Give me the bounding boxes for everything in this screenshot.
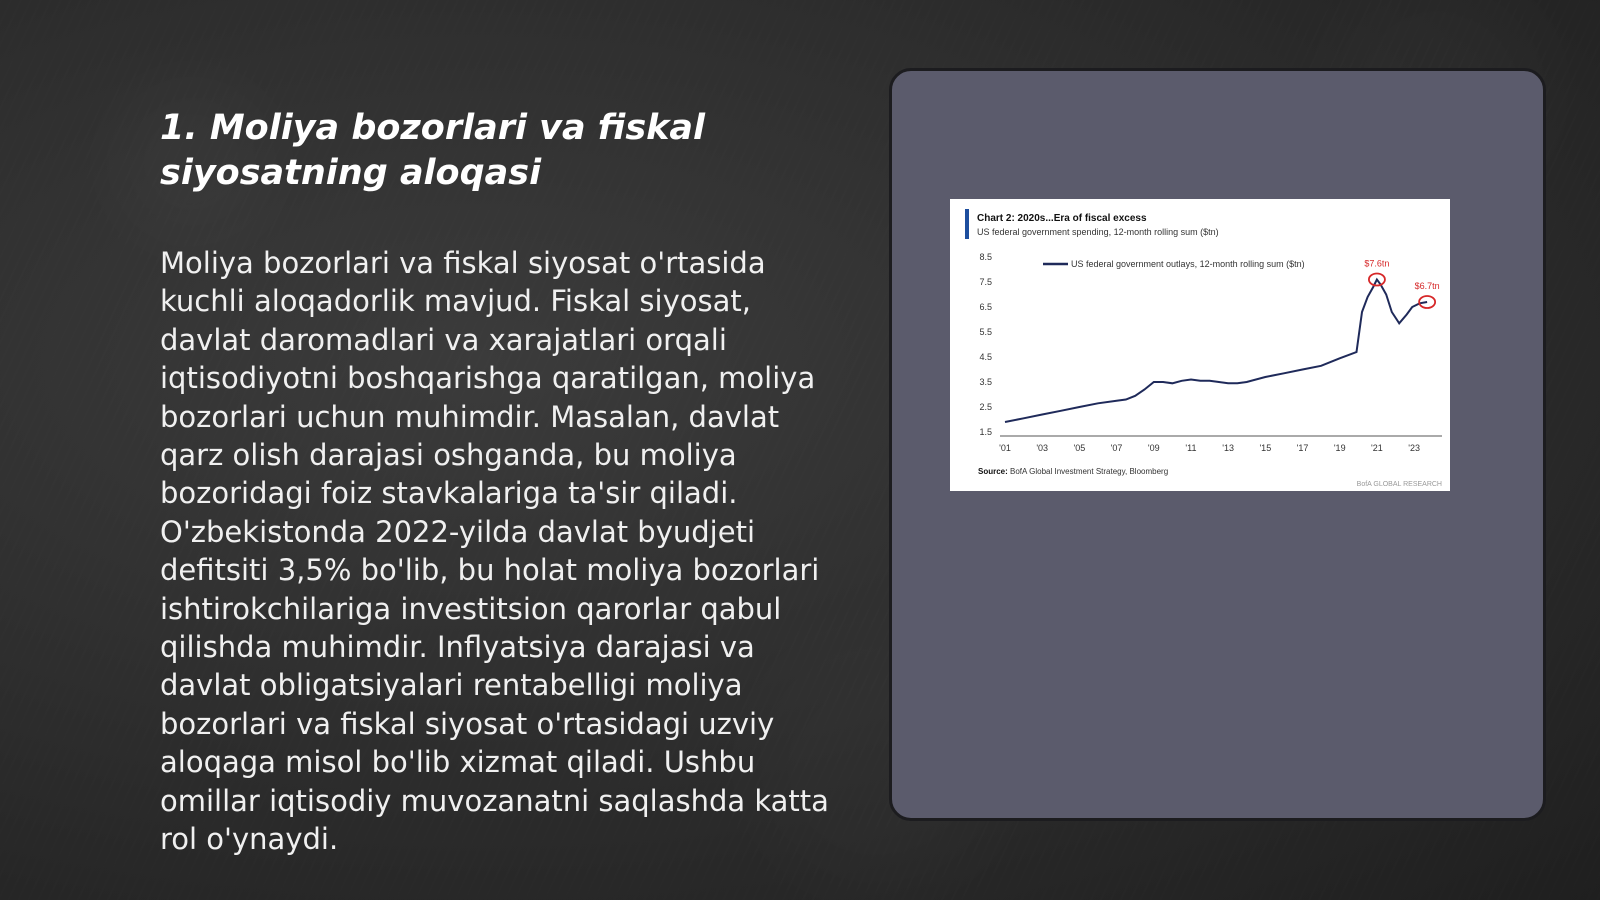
x-tick-label: '19 bbox=[1333, 443, 1346, 453]
x-tick-label: '11 bbox=[1185, 443, 1197, 453]
x-tick-label: '17 bbox=[1296, 443, 1309, 453]
x-tick-label: '03 bbox=[1036, 443, 1049, 453]
source-label: Source: bbox=[978, 467, 1008, 476]
chart-accent-bar bbox=[965, 209, 969, 239]
x-tick-labels bbox=[999, 443, 1420, 453]
chart-title: Chart 2: 2020s...Era of fiscal excess bbox=[977, 213, 1147, 224]
slide-title: 1. Moliya bozorlari va fiskal siyosatning aloqasi bbox=[160, 108, 706, 193]
y-tick-label: 5.5 bbox=[979, 327, 992, 337]
x-tick-label: '13 bbox=[1222, 443, 1235, 453]
annotation-label: $6.7tn bbox=[1414, 281, 1440, 291]
x-tick-label: '21 bbox=[1371, 443, 1383, 453]
x-tick-label: '15 bbox=[1259, 443, 1272, 453]
annotation-label: $7.6tn bbox=[1364, 258, 1390, 269]
chart-svg bbox=[950, 199, 1450, 491]
slide-body-text: Moliya bozorlari va fiskal siyosat o'rtasida kuchli aloqadorlik mavjud. Fiskal siyosat, davlat daromadlari va xarajatlari orqali iqtisodiyotni boshqarishga qaratilgan, moliya bozorlari uchun muhimdir. Masalan, davlat qarz olish darajasi oshganda, bu moliya bozoridagi foiz stavkalariga ta'sir qiladi. O'zbekistonda 2022-yilda davlat byudjeti defitsiti 3,5% bo'lib, bu holat moliya bozorlari ishtirokchilariga investitsion qarorlar qabul qilishda muhimdir. Inflyatsiya darajasi va davlat obligatsiyalari rentabelligi moliya bozorlari va fiskal siyosat o'rtasidagi uzviy aloqaga misol bo'lib xizmat qiladi. Ushbu omillar iqtisodiy muvozanatni saqlashda katta rol o'ynaydi. bbox=[160, 246, 829, 857]
series-line-outlays bbox=[1005, 280, 1427, 423]
x-tick-label: '05 bbox=[1073, 443, 1086, 453]
legend-label: US federal government outlays, 12-month rolling sum ($tn) bbox=[1071, 259, 1305, 269]
chart-subtitle: US federal government spending, 12-month rolling sum ($tn) bbox=[977, 227, 1219, 237]
footer-mark: BofA GLOBAL RESEARCH bbox=[1356, 481, 1442, 488]
chart-figure bbox=[950, 199, 1450, 491]
x-tick-label: '01 bbox=[999, 443, 1011, 453]
y-tick-label: 4.5 bbox=[979, 352, 992, 362]
y-tick-labels bbox=[979, 252, 992, 437]
y-tick-label: 2.5 bbox=[979, 402, 992, 412]
y-tick-label: 3.5 bbox=[979, 377, 992, 387]
y-tick-label: 7.5 bbox=[979, 277, 992, 287]
source-text: BofA Global Investment Strategy, Bloomberg bbox=[1010, 467, 1169, 476]
y-tick-label: 1.5 bbox=[979, 427, 992, 437]
y-tick-label: 6.5 bbox=[979, 302, 992, 312]
x-tick-label: '09 bbox=[1147, 443, 1160, 453]
x-tick-label: '23 bbox=[1408, 443, 1420, 453]
x-tick-label: '07 bbox=[1110, 443, 1123, 453]
y-tick-label: 8.5 bbox=[979, 252, 992, 262]
